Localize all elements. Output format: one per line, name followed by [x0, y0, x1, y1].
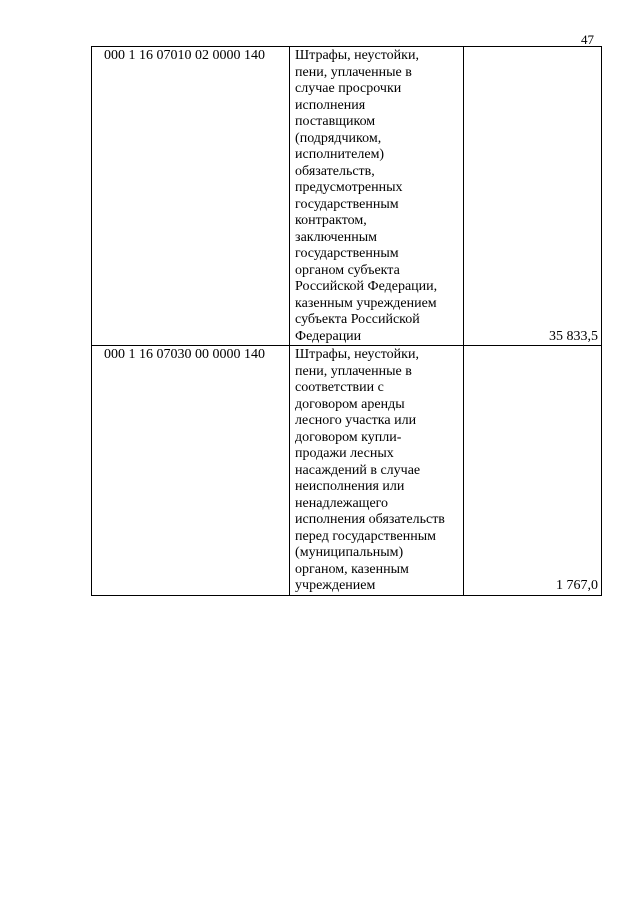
description-line: органом, казенным [295, 561, 409, 577]
page-number: 47 [581, 32, 594, 47]
description-line: субъекта Российской [295, 312, 420, 327]
description-line: пени, уплаченные в [295, 363, 412, 379]
amount-cell: 1 767,0 [464, 346, 602, 596]
description-line: исполнителем) [295, 147, 385, 162]
description-line: Штрафы, неустойки, [295, 347, 419, 362]
description-line: казенным учреждением [295, 295, 437, 311]
description-line: лесного участка или [295, 413, 417, 428]
revenue-description-cell [290, 346, 464, 596]
description-line: договором аренды [295, 396, 405, 412]
description-line: государственным [295, 196, 399, 212]
description-line: заключенным [295, 229, 378, 245]
description-line: (муниципальным) [295, 545, 404, 560]
description-line: органом субъекта [295, 262, 400, 278]
description-line: предусмотренных [295, 180, 403, 195]
description-line: исполнения [295, 97, 366, 113]
description-line: (подрядчиком, [295, 130, 382, 146]
budget-table [91, 46, 602, 596]
description-line: насаждений в случае [295, 462, 421, 478]
description-line: обязательств, [295, 163, 375, 179]
description-line: перед государственным [295, 528, 436, 544]
description-line: соответствии с [295, 380, 384, 395]
description-line: ненадлежащего [295, 495, 389, 511]
description-line: поставщиком [295, 114, 376, 129]
revenue-code-cell: 000 1 16 07030 00 0000 140 [92, 346, 290, 596]
description-line: продажи лесных [295, 446, 394, 461]
table-row [92, 47, 602, 346]
description-line: Федерации [295, 328, 362, 344]
description-line: государственным [295, 246, 399, 261]
description-line: договором купли- [295, 429, 402, 445]
description-line: неисполнения или [295, 479, 405, 494]
revenue-description-cell [290, 47, 464, 346]
description-line: Штрафы, неустойки, [295, 48, 419, 63]
amount-cell: 35 833,5 [464, 47, 602, 346]
description-line: случае просрочки [295, 81, 402, 96]
revenue-code-cell: 000 1 16 07010 02 0000 140 [92, 47, 290, 346]
description-line: контрактом, [295, 213, 367, 228]
table-row [92, 346, 602, 596]
description-line: пени, уплаченные в [295, 64, 412, 80]
description-line: Российской Федерации, [295, 279, 438, 294]
description-line: исполнения обязательств [295, 512, 445, 527]
description-line: учреждением [295, 578, 376, 593]
